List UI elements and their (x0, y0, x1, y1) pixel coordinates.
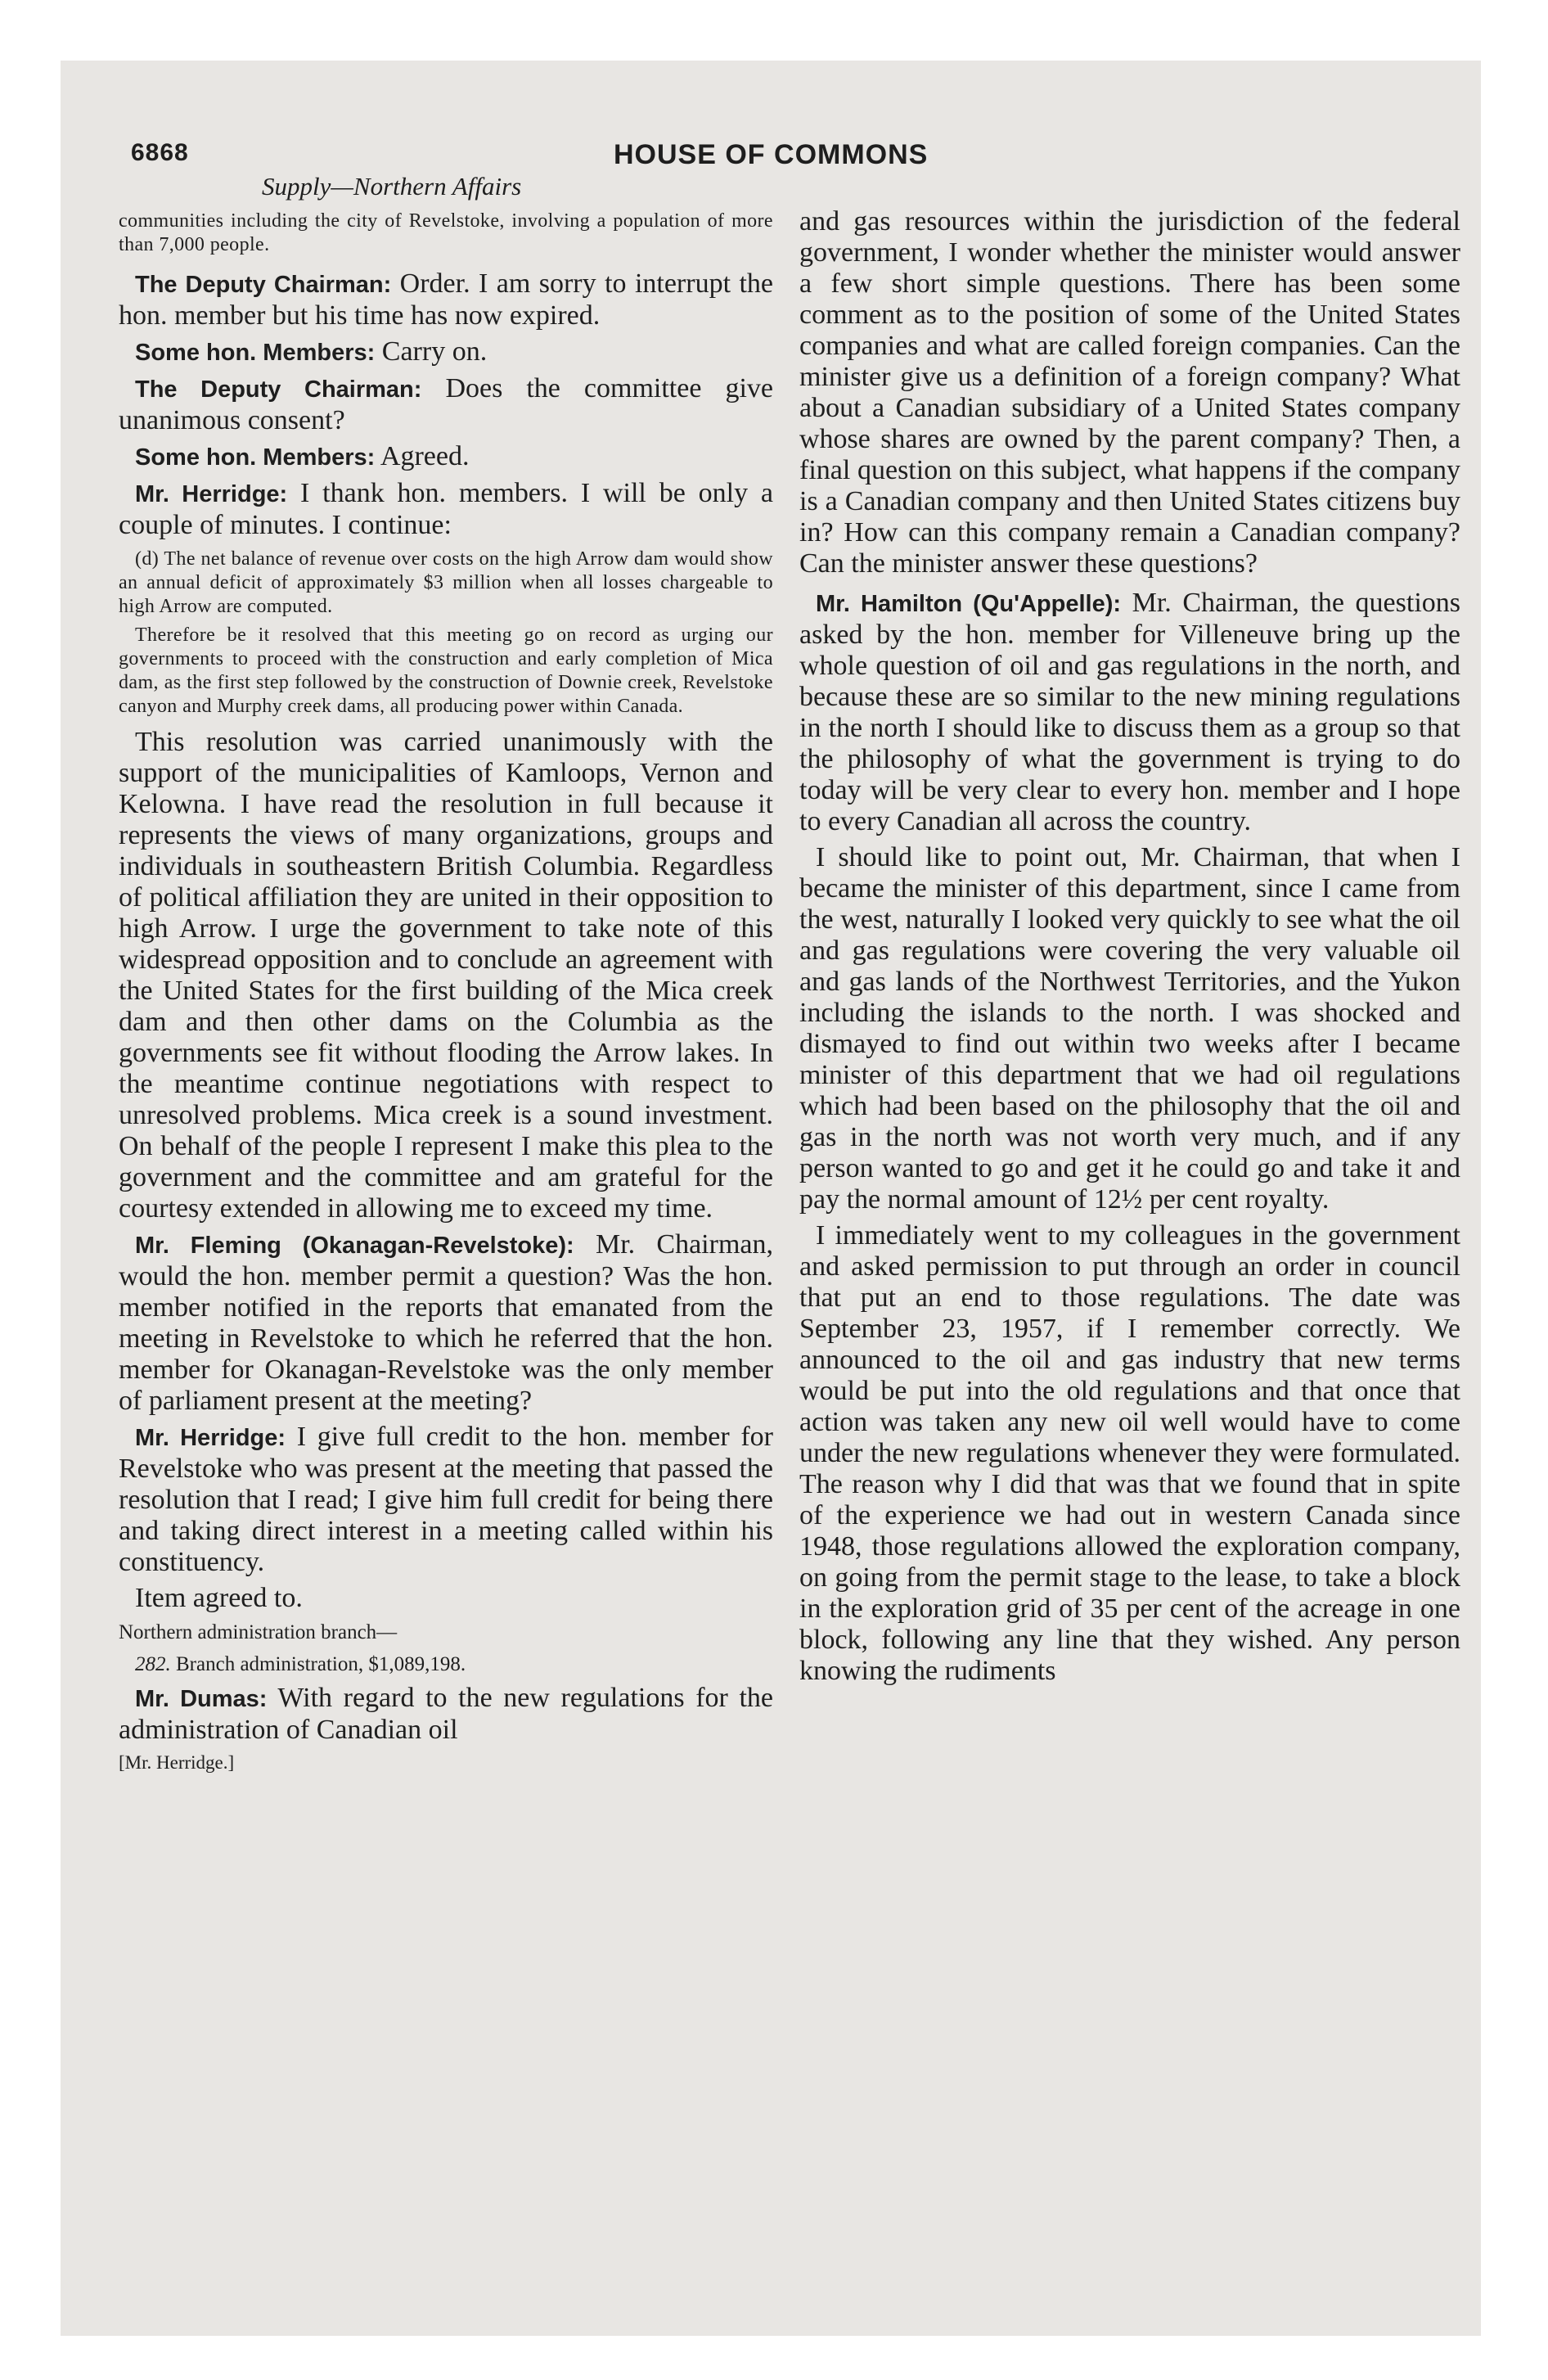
speech-text: Agreed. (375, 441, 470, 471)
paragraph: This resolution was carried unanimously with the support of the municipalities of Kamloops, Vernon and Kelowna. I have read the resolution in full because it represents the views of many organizations, groups and individuals in southeastern British Columbia. Regardless of political affiliation they are united in their opposition to high Arrow. I urge the government to take note of this widespread opposition and to conclude an agreement with the United States for the first building of the Mica creek dam and then other dams on the Columbia as the governments see fit without flooding the Arrow lakes. In the meantime continue negotiations with respect to unresolved problems. Mica creek is a sound investment. On behalf of the people I represent I make this plea to the government and the committee and am grateful for the courtesy extended in allowing me to exceed my time. (119, 727, 773, 1224)
section-heading: Supply—Northern Affairs (262, 172, 522, 201)
speaker-name: Mr. Dumas: (135, 1686, 268, 1712)
paragraph (119, 336, 773, 368)
paragraph: Item agreed to. (135, 1583, 303, 1613)
page-header (131, 139, 1407, 201)
page-number: 6868 (131, 139, 189, 166)
speech-text: Carry on. (375, 336, 488, 367)
paragraph (119, 1229, 773, 1417)
speaker-name: The Deputy Chairman: (135, 272, 392, 298)
paragraph (119, 373, 773, 436)
left-column (119, 210, 773, 1780)
item-text: Branch administration, $1,089,198. (170, 1653, 466, 1675)
footer-speaker-note: [Mr. Herridge.] (119, 1752, 235, 1773)
speaker-name: Mr. Herridge: (135, 481, 288, 507)
speech-text: With regard to the new regulations for the administration of Canadian oil (119, 1683, 773, 1745)
speech-text: I thank hon. members. I will be only a couple of minutes. I continue: (119, 478, 773, 540)
paragraph (119, 268, 773, 331)
right-column (799, 206, 1460, 1692)
speaker-name: Mr. Herridge: (135, 1425, 286, 1451)
speech-text: Order. I am sorry to interrupt the hon. member but his time has now expired. (119, 268, 773, 331)
estimate-item (119, 1651, 773, 1678)
quoted-resolution: (d) The net balance of revenue over costs on the high Arrow dam would show an annual deficit of approximately $3 million when all losses chargeable to high Arrow are computed. (119, 548, 773, 617)
quoted-resolution: Therefore be it resolved that this meeting go on record as urging our governments to proceed with the construction and early completion of Mica dam, as the first step followed by the construction of Downie creek, Revelstoke canyon and Murphy creek dams, all producing power within Canada. (119, 624, 773, 717)
journal-title: HOUSE OF COMMONS (614, 139, 929, 170)
paragraph (119, 1683, 773, 1746)
speech-text: I give full credit to the hon. member for Revelstoke who was present at the meeting that passed the resolution that I read; I give him full credit for being there and taking direct interest in a meeting called within his constituency. (119, 1422, 774, 1577)
speaker-name: The Deputy Chairman: (135, 376, 422, 403)
speech-text: Mr. Chairman, would the hon. member permit a question? Was the hon. member notified in the reports that emanated from the meeting in Revelstoke to which he referred that the hon. member for Okanagan-Revelstoke was the only member of parliament present at the meeting? (119, 1229, 773, 1416)
paragraph: I should like to point out, Mr. Chairman, that when I became the minister of this department, since I came from the west, naturally I looked very quickly to see what the oil and gas regulations were covering the very valuable oil and gas lands of the Northwest Territories, and the Yukon including the islands to the north. I was shocked and dismayed to find out within two weeks after I became minister of this department that we had oil regulations which had been based on the philosophy that the oil and gas in the north was not worth very much, and if any person wanted to go and get it he could go and take it and pay the normal amount of 12½ per cent royalty. (799, 842, 1460, 1215)
paragraph (119, 1422, 773, 1578)
speaker-name: Some hon. Members: (135, 340, 376, 366)
paragraph (799, 588, 1460, 837)
paragraph (119, 478, 773, 541)
paragraph: I immediately went to my colleagues in the government and asked permission to put through an order in council that put an end to those regulations. The date was September 23, 1957, if I remember correctly. We announced to the oil and gas industry that new terms would be put into the old regulations and that once that action was taken any new oil well would have to come under the new regulations whenever they were formulated. The reason why I did that was that we found that in spite of the experience we had out in western Canada since 1948, those regulations allowed the exploration company, on going from the permit stage to the lease, to take a block in the exploration grid of 35 per cent of the acreage in one block, following any line that they wished. Any person knowing the rudiments (799, 1220, 1460, 1686)
branch-heading: Northern administration branch— (119, 1621, 398, 1643)
item-number: 282. (135, 1653, 171, 1675)
opening-text: communities including the city of Revelstoke, involving a population of more than 7,000 people. (119, 210, 773, 255)
paragraph (119, 441, 773, 473)
speaker-name: Mr. Hamilton (Qu'Appelle): (816, 591, 1122, 617)
speech-text: Mr. Chairman, the questions asked by the hon. member for Villeneuve bring up the whole question of oil and gas regulations in the north, and because these are so similar to the new mining regulations in the north I should like to discuss them as a group so that the philosophy of what the government is trying to do today will be very clear to every hon. member and I hope to every Canadian all across the country. (799, 588, 1460, 836)
paragraph: and gas resources within the jurisdiction of the federal government, I wonder whether the minister would answer a few short simple questions. There has been some comment as to the position of some of the United States companies and what are called foreign companies. Can the minister give us a definition of a foreign company? What about a Canadian subsidiary of a United States company whose shares are owned by the parent company? Then, a final question on this subject, what happens if the company is a Canadian company and then United States citizens buy in? How can this company remain a Canadian company? Can the minister answer these questions? (799, 206, 1460, 579)
speech-text: Does the committee give unanimous consent? (119, 373, 773, 435)
speaker-name: Mr. Fleming (Okanagan-Revelstoke): (135, 1233, 574, 1259)
speaker-name: Some hon. Members: (135, 444, 376, 471)
